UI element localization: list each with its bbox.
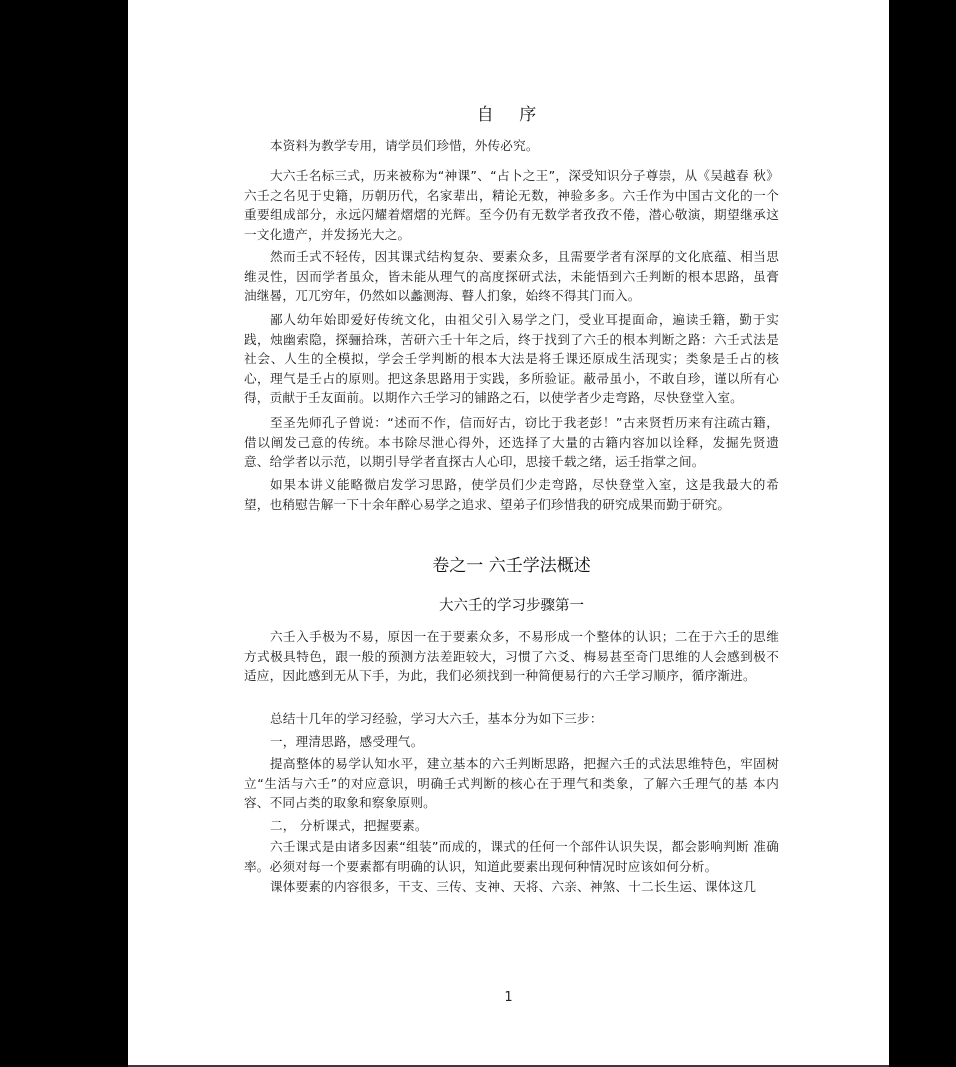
preface-paragraph: 大六壬名标三式，历来被称为“神课”、“占卜之王”，深受知识分子尊崇，从《吴越春 秋》六壬之名见于史籍，历朝历代，名家辈出，精论无数，神验多多。六壬作为中国古文化的一个重要组成部分，永远闪耀着熠熠的光辉。至今仍有无数学者孜孜不倦，潜心敬演，期望继承这一文化遗产，并发扬光大之。 <box>244 168 779 242</box>
step-heading: 一，理清思路，感受理气。 <box>270 734 424 749</box>
page-number: 1 <box>504 990 513 1005</box>
preface-paragraph: 至圣先师孔子曾说：“述而不作，信而好古，窃比于我老彭！”古来贤哲历来有注疏古籍， 借以阐发己意的传统。本书除尽泄心得外，还选择了大量的古籍内容加以诠释，发掘先贤遗 意、给学者以示范，以期引导学者直探古人心印，思接千载之绪，运壬指掌之间。 <box>244 415 779 469</box>
section-paragraph: 六壬课式是由诸多因素“组装”而成的，课式的任何一个部件认识失误，都会影响判断 准确率。必须对每一个要素都有明确的认识，知道此要素出现何种情况时应该如何分析。 <box>244 839 779 874</box>
preface-title: 自 序 <box>476 105 547 125</box>
section-title: 大六壬的学习步骤第一 <box>439 598 584 614</box>
preface-paragraph: 如果本讲义能略微启发学习思路，使学员们少走弯路，尽快登堂入室，这是我最大的希望，也稍慰告解一下十余年醉心易学之追求、望弟子们珍惜我的研究成果而勤于研究。 <box>244 477 779 512</box>
chapter-title: 卷之一 六壬学法概述 <box>432 556 591 576</box>
section-paragraph: 课体要素的内容很多，干支、三传、支神、天将、六亲、神煞、十二长生运、课体这几 <box>270 879 757 894</box>
preface-paragraph: 然而壬式不轻传，因其课式结构复杂、要素众多，且需要学者有深厚的文化底蕴、相当思维灵性，因而学者虽众，皆未能从理气的高度探研式法，未能悟到六壬判断的根本思路，虽膏油继晷，兀兀穷年，仍然如以蠡测海、瞽人扪象，始终不得其门而入。 <box>244 249 779 303</box>
section-paragraph: 总结十几年的学习经验，学习大六壬，基本分为如下三步： <box>270 711 603 726</box>
document-page <box>128 0 889 1067</box>
preface-paragraph: 本资料为教学专用，请学员们珍惜，外传必究。 <box>270 138 539 153</box>
preface-paragraph: 鄙人幼年始即爱好传统文化，由祖父引入易学之门，受业耳提面命，遍读壬籍，勤于实践，烛幽索隐，探骊拾珠，苦研六壬十年之后，终于找到了六壬的根本判断之路：六壬式法是社会、人生的全模拟，学会壬学判断的根本大法是将壬课还原成生活现实；类象是壬占的核心，理气是壬占的原则。把这条思路用于实践，多所验证。蔽帚虽小，不敢自珍，谨以所有心得，贡献于壬友面前。以期作六壬学习的铺路之石，以使学者少走弯路，尽快登堂入室。 <box>244 312 779 405</box>
section-paragraph: 六壬入手极为不易，原因一在于要素众多，不易形成一个整体的认识；二在于六壬的思维方式极具特色，跟一般的预测方法差距较大，习惯了六爻、梅易甚至奇门思维的人会感到极不适应，因此感到无从下手，为此，我们必须找到一种简便易行的六壬学习顺序，循序渐进。 <box>244 629 779 683</box>
step-heading: 二， 分析课式，把握要素。 <box>270 818 428 833</box>
section-paragraph: 提高整体的易学认知水平，建立基本的六壬判断思路，把握六壬的式法思维特色，牢固树立“生活与六壬”的对应意识，明确壬式判断的核心在于理气和类象，了解六壬理气的基 本内容、不同占类的取象和察象原则。 <box>244 756 779 810</box>
